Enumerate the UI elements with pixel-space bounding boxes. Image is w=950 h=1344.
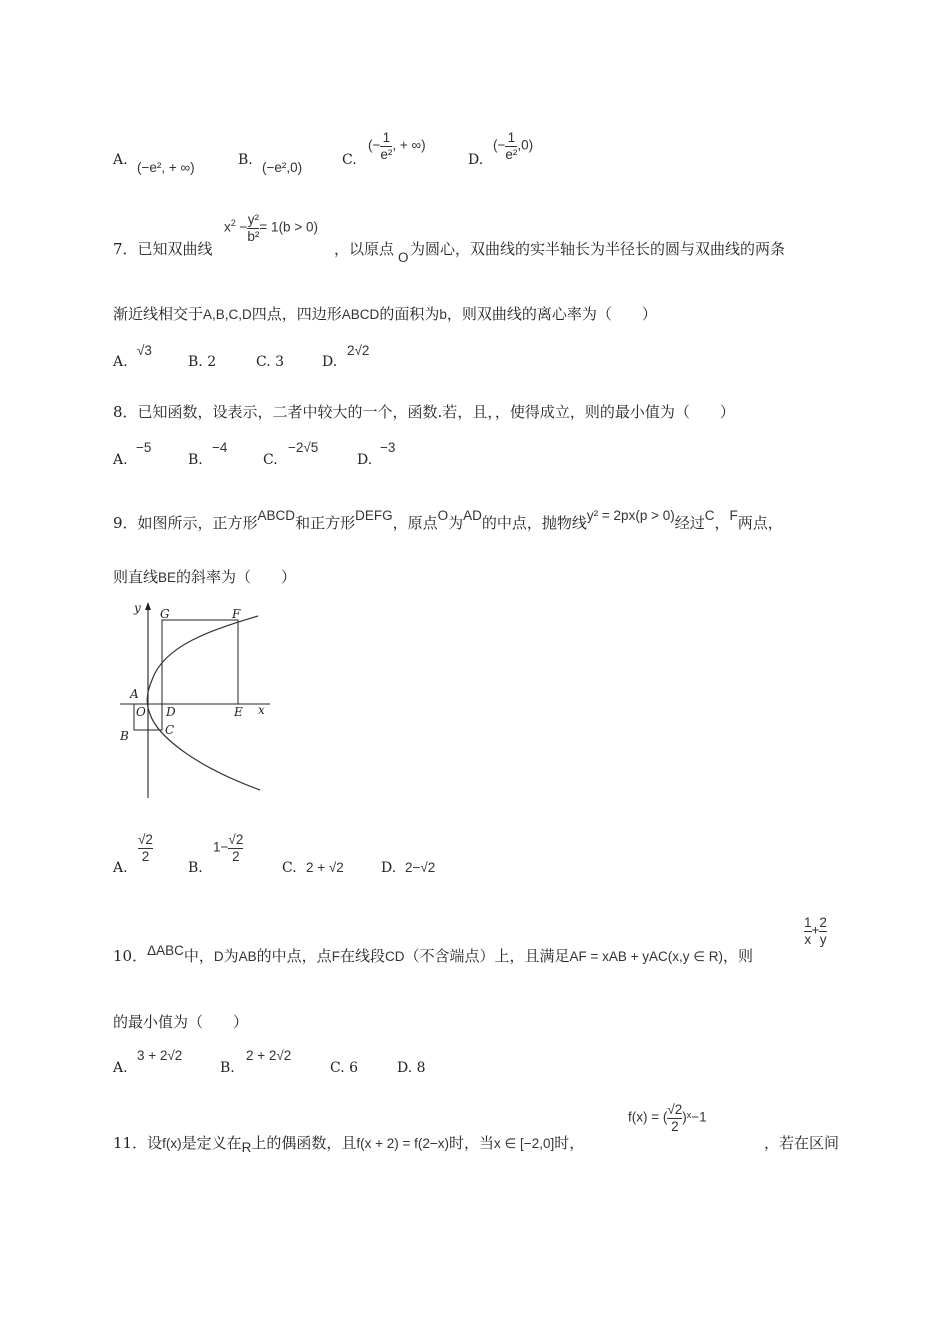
q10-option-a[interactable]: A. (113, 1060, 128, 1076)
q8-option-d[interactable]: D. (357, 452, 373, 468)
option-label: B. (238, 152, 253, 168)
q10-option-c[interactable]: C. 6 (330, 1060, 359, 1076)
q6-option-c-math: (− $\frac{1}{\text{e²}}$ , + ∞) (368, 130, 426, 162)
q9-line-2: 则直线BE的斜率为（ ） (113, 568, 297, 586)
q7-option-a[interactable]: A. (113, 354, 128, 370)
q6-option-b[interactable] (238, 152, 253, 168)
label-x: x (258, 703, 265, 717)
q8-option-c-math: −2√5 (288, 440, 319, 455)
q6-option-a-math: (−e², + ∞) (137, 160, 195, 175)
q10-option-b[interactable]: B. (220, 1060, 235, 1076)
q11-line-1: 11．设f(x)是定义在R上的偶函数，且f(x + 2) = f(2−x)时，当x ∈ [−2,0]时， (113, 1134, 585, 1155)
option-label: A. (113, 152, 128, 168)
q9-figure (112, 600, 282, 800)
q7-text-3: 为圆心，双曲线的实半轴长为半径长的圆与双曲线的两条 (410, 240, 786, 258)
label-o: O (136, 705, 146, 719)
q6-option-d-math: (− $\frac{1}{\text{e²}}$ ,0) (493, 130, 534, 162)
q10-option-a-math: 3 + 2√2 (137, 1048, 183, 1063)
q9-option-c-math: 2 + √2 (306, 860, 344, 875)
q10-line-2: 的最小值为（ ） (113, 1013, 249, 1031)
label-d: D (166, 705, 176, 719)
q10-line-1: 10．ΔABC中，D为AB的中点，点F在线段CD（不含端点）上，且满足AF = xAB + yAC(x,y ∈ R)，则 (113, 943, 754, 965)
q6-option-b-math: (−e²,0) (262, 160, 303, 175)
label-e: E (234, 705, 243, 719)
q9-option-b[interactable]: B. (188, 860, 203, 876)
label-g: G (160, 607, 170, 621)
q6-option-c[interactable] (342, 152, 357, 168)
q9-option-a-math: $\frac{√2}{2}$ (138, 832, 153, 864)
q7-option-d-math: 2√2 (347, 343, 370, 358)
q7-origin: O (398, 250, 409, 265)
label-a: A (130, 687, 139, 701)
label-b: B (120, 729, 129, 743)
q9-option-a[interactable]: A. (113, 860, 128, 876)
q7-text-1: 7．已知双曲线 (113, 240, 213, 258)
q7-line-2: 渐近线相交于A,B,C,D四点，四边形ABCD的面积为b，则双曲线的离心率为（ ） (113, 305, 657, 323)
q8-text: 8．已知函数，设表示，二者中较大的一个，函数.若，且，，使得成立，则的最小值为（ ） (113, 403, 735, 421)
q8-option-a[interactable]: A. (113, 452, 128, 468)
q7-option-c[interactable]: C. 3 (256, 354, 285, 370)
q11-text-end: ，若在区间 (764, 1134, 840, 1152)
parabola (147, 616, 260, 790)
option-label: C. (342, 152, 357, 168)
q11-function: f(x) = ( $\frac{√2}{2}$ )ˣ−1 (628, 1102, 707, 1134)
label-f: F (232, 607, 241, 621)
q9-option-c[interactable]: C. (282, 860, 297, 876)
q6-option-a[interactable] (113, 152, 128, 168)
q8-option-d-math: −3 (380, 440, 396, 455)
q7-option-b[interactable]: B. 2 (188, 354, 217, 370)
q7-option-d[interactable]: D. (322, 354, 338, 370)
q9-option-b-math: 1− $\frac{√2}{2}$ (213, 832, 244, 864)
q8-option-a-math: −5 (136, 440, 152, 455)
q9-option-d-math: 2−√2 (405, 860, 436, 875)
q9-option-d[interactable]: D. (381, 860, 397, 876)
q8-option-b-math: −4 (212, 440, 228, 455)
q8-option-b[interactable]: B. (188, 452, 203, 468)
q6-option-d[interactable] (468, 152, 483, 168)
label-y: y (134, 601, 141, 615)
q8-option-c[interactable]: C. (263, 452, 278, 468)
option-label: D. (468, 152, 484, 168)
square-defg (162, 620, 238, 704)
label-c: C (165, 723, 175, 737)
y-axis-arrow (145, 602, 151, 610)
q7-option-a-math: √3 (137, 343, 152, 358)
q7-text-2: ，以原点 (334, 240, 395, 258)
q10-option-d[interactable]: D. 8 (397, 1060, 426, 1076)
q10-fraction-expr: $\frac{1}{x}$ + $\frac{2}{y}$ (804, 915, 827, 947)
q7-hyperbola-eq: $x^2$ − $\frac{\text{y²}}{\text{b²}}$ = 1(b > 0) (224, 212, 318, 244)
q9-line-1: 9．如图所示，正方形ABCD和正方形DEFG，原点O为AD的中点，抛物线y² = 2px(p > 0)经过C，F两点， (113, 508, 783, 532)
q10-option-b-math: 2 + 2√2 (246, 1048, 292, 1063)
